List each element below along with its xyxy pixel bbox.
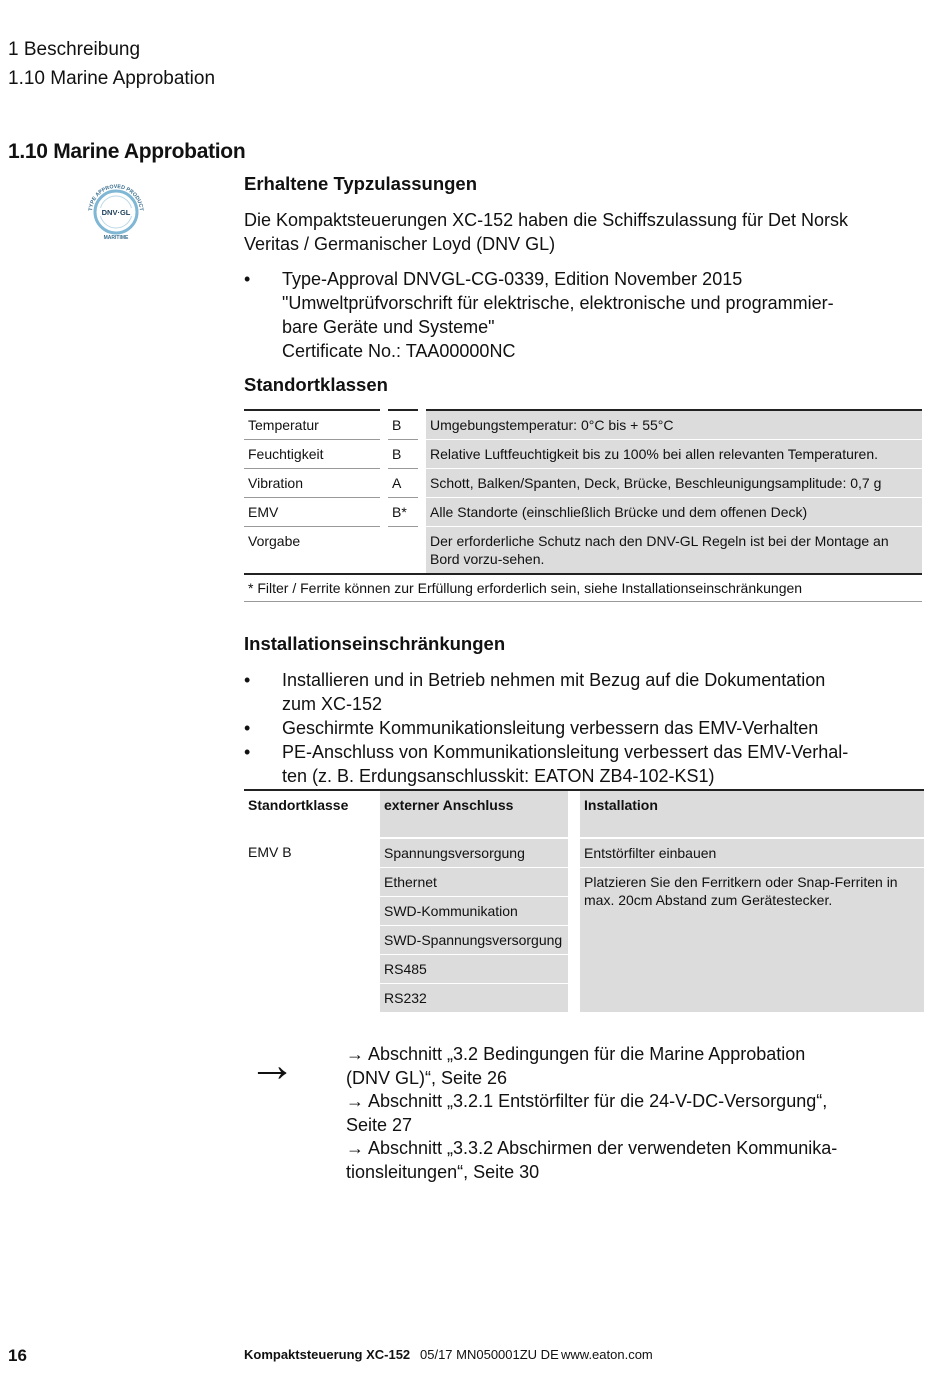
type-approvals-intro [244,208,924,256]
seal-center-text: DNV·GL [101,208,131,217]
list-item [244,267,924,363]
table-cell-connection: SWD-Spannungsversorgung [380,926,568,955]
table-cell-name: Feuchtigkeit [244,440,380,469]
table-cell-connection: RS232 [380,984,568,1013]
list-item-line: bare Geräte und Systeme" [282,317,495,337]
table-row [244,440,922,469]
seal-bottom-text: MARITIME [103,235,129,241]
footer-url[interactable]: www.eaton.com [561,1347,653,1362]
list-item-line: Geschirmte Kommunikationsleitung verbessern das EMV-Verhalten [282,718,819,738]
installation-table [244,789,924,1013]
type-approvals-heading: Erhaltene Typzulassungen [244,173,478,194]
reference-line: Abschnitt „3.2.1 Entstörfilter für die 24-V-DC-Versorgung“, [368,1091,828,1111]
list-item [244,716,924,740]
table-header-row [244,790,924,838]
reference-line: (DNV GL)“, Seite 26 [346,1067,508,1088]
list-item-line: Certificate No.: TAA00000NC [282,341,516,361]
table-row [244,527,922,575]
table-cell-class: B [388,410,418,440]
arrow-right-icon: → [346,1044,364,1064]
list-item [244,740,924,788]
table-cell-name: EMV [244,498,380,527]
list-item-line: "Umweltprüfvorschrift für elektrische, elektronische und programmier- [282,293,834,313]
table-cell-connection: Spannungsversorgung [380,838,568,868]
header-installation: Installation [580,790,924,838]
table-cell-class: B* [388,498,418,527]
reference-line: Abschnitt „3.3.2 Abschirmen der verwendeten Kommunika- [368,1138,838,1158]
table-row [244,838,924,868]
table-cell-desc: Relative Luftfeuchtigkeit bis zu 100% bei allen relevanten Temperaturen. [426,440,922,469]
reference-link[interactable] [346,1043,926,1090]
bullet-glyph: • [244,670,251,690]
running-header-chapter: 1 Beschreibung [8,39,141,60]
arrow-right-icon: → [346,1091,364,1111]
table-cell-class: A [388,469,418,498]
arrow-right-icon: → [346,1138,364,1158]
header-externer-anschluss: externer Anschluss [380,790,568,838]
location-classes-heading: Standortklassen [244,374,388,395]
list-item-line: zum XC-152 [282,694,383,714]
dnv-gl-seal-icon [80,176,152,248]
list-item-line: Type-Approval DNVGL-CG-0339, Edition November 2015 [282,269,743,289]
reference-line: Seite 27 [346,1114,413,1135]
table-row [244,498,922,527]
table-footnote: * Filter / Ferrite können zur Erfüllung erforderlich sein, siehe Installationseinschränkungen [244,574,922,602]
intro-line: Die Kompaktsteuerungen XC-152 haben die Schiffszulassung für Det Norsk [244,210,849,230]
bullet-glyph: • [244,718,251,738]
list-item-line: Installieren und in Betrieb nehmen mit Bezug auf die Dokumentation [282,670,826,690]
type-approvals-list [244,267,924,363]
table-cell-connection: RS485 [380,955,568,984]
installation-heading: Installationseinschränkungen [244,633,506,654]
list-item-line: ten (z. B. Erdungsanschlusskit: EATON ZB4-102-KS1) [282,766,715,786]
arrow-right-icon: → [248,1039,296,1092]
table-cell-connection: Ethernet [380,868,568,897]
table-row [244,469,922,498]
reference-link[interactable] [346,1137,926,1184]
table-cell-desc: Schott, Balken/Spanten, Deck, Brücke, Beschleunigungsamplitude: 0,7 g [426,469,922,498]
table-cell-desc: Alle Standorte (einschließlich Brücke und dem offenen Deck) [426,498,922,527]
running-header-section: 1.10 Marine Approbation [8,68,216,89]
footer-title: Kompaktsteuerung XC-152 [244,1347,411,1362]
bullet-glyph: • [244,269,251,289]
table-footnote-row [244,574,922,602]
list-item [244,668,924,716]
installation-list [244,668,924,788]
table-cell-class: EMV B [244,838,372,1012]
table-cell-connection: SWD-Kommunikation [380,897,568,926]
seal-top-text: TYPE APPROVED PRODUCT [87,183,145,212]
table-cell-installation: Platzieren Sie den Ferritkern oder Snap-Ferriten in max. 20cm Abstand zum Gerätestecker. [580,868,924,1013]
table-cell-desc: Umgebungstemperatur: 0°C bis + 55°C [426,410,922,440]
bullet-glyph: • [244,742,251,762]
reference-line: Abschnitt „3.2 Bedingungen für die Marine Approbation [368,1044,806,1064]
table-cell-desc: Der erforderliche Schutz nach den DNV-GL Regeln ist bei der Montage an Bord vorzu-sehen. [426,527,922,575]
cross-references [346,1043,926,1184]
table-cell-name: Vibration [244,469,380,498]
intro-line: Veritas / Germanischer Loyd (DNV GL) [244,234,556,254]
table-cell-installation: Entstörfilter einbauen [580,838,924,868]
table-cell-name: Temperatur [244,410,380,440]
header-standortklasse: Standortklasse [244,790,372,838]
page-number: 16 [8,1346,27,1365]
reference-link[interactable] [346,1090,926,1137]
location-classes-table [244,409,922,602]
section-title: 1.10 Marine Approbation [8,140,246,163]
table-cell-class [388,527,418,575]
table-cell-class: B [388,440,418,469]
table-row [244,410,922,440]
footer-doc-id: 05/17 MN050001ZU DE [420,1347,559,1362]
reference-line: tionsleitungen“, Seite 30 [346,1161,540,1182]
table-cell-name: Vorgabe [244,527,380,575]
list-item-line: PE-Anschluss von Kommunikationsleitung verbessert das EMV-Verhal- [282,742,849,762]
